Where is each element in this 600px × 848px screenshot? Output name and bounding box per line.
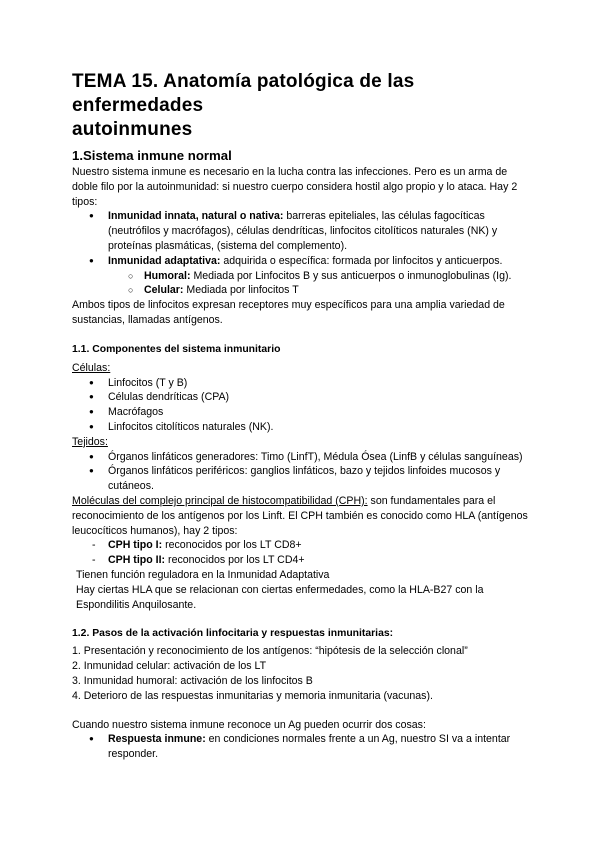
list-item: ● Inmunidad innata, natural o nativa: barreras epiteliales, las células fagocíticas (neutrófilos y macrófagos), células dendríticas, linfocitos citolíticos naturales (NK) y proteínas plasmáticas, (sistema del complemento).	[72, 209, 534, 253]
section-1-intro: Nuestro sistema inmune es necesario en la lucha contra las infecciones. Pero es un arma de doble filo por la autoinmunidad: si nuestro cuerpo considera hostil algo propio y lo ataca. Hay 2 tipos:	[72, 166, 518, 208]
immunity-types-list	[72, 209, 534, 298]
list-item: ● Linfocitos citolíticos naturales (NK).	[72, 420, 534, 435]
mhc-paragraph: Moléculas del complejo principal de histocompatibilidad (CPH): son fundamentales para el reconocimiento de los antígenos por los Linft. El CPH también es conocido como HLA (antígenos leucocíticos humanos), hay 2 tipos:	[72, 494, 528, 537]
section-1-1-heading: 1.1. Componentes del sistema inmunitario	[72, 343, 281, 355]
list-item: 2. Inmunidad celular: activación de los LT	[72, 660, 267, 673]
list-item: 3. Inmunidad humoral: activación de los linfocitos B	[72, 674, 313, 687]
tissues-list	[72, 450, 534, 494]
cph-list	[72, 538, 534, 568]
cph-note-2: Hay ciertas HLA que se relacionan con ciertas enfermedades, como la HLA-B27 con la Espondilitis Anquilosante.	[76, 583, 484, 611]
title-line-2: autoinmunes	[72, 119, 193, 140]
list-item: ● Órganos linfáticos periféricos: ganglios linfáticos, bazo y tejidos linfoides mucosos y cutáneos.	[72, 464, 534, 494]
cells-label: Células:	[72, 361, 111, 374]
list-item: - CPH tipo II: reconocidos por los LT CD4+	[72, 553, 534, 568]
response-lead: Cuando nuestro sistema inmune reconoce un Ag pueden ocurrir dos cosas:	[72, 718, 426, 731]
cph-note-1: Tienen función reguladora en la Inmunidad Adaptativa	[76, 568, 330, 581]
response-list	[72, 732, 534, 762]
section-1-2-heading: 1.2. Pasos de la activación linfocitaria y respuestas inmunitarias:	[72, 628, 394, 640]
document-page	[72, 70, 534, 762]
cells-list	[72, 376, 534, 435]
document-title	[72, 70, 534, 142]
steps-list	[72, 644, 534, 703]
section-1-heading: 1.Sistema inmune normal	[72, 148, 232, 163]
list-item: ● Respuesta inmune: en condiciones normales frente a un Ag, nuestro SI va a intentar responder.	[72, 732, 534, 762]
list-item: ○ Humoral: Mediada por Linfocitos B y sus anticuerpos o inmunoglobulinas (Ig).	[72, 269, 534, 284]
section-1-closing: Ambos tipos de linfocitos expresan receptores muy específicos para una amplia variedad de sustancias, llamadas antígenos.	[72, 299, 505, 326]
list-item: ● Inmunidad adaptativa: adquirida o específica: formada por linfocitos y anticuerpos.	[72, 254, 534, 269]
list-item: ● Órganos linfáticos generadores: Timo (LinfT), Médula Ósea (LinfB y células sanguíneas)	[72, 450, 534, 465]
list-item: - CPH tipo I: reconocidos por los LT CD8+	[72, 538, 534, 553]
list-item: ● Linfocitos (T y B)	[72, 376, 534, 391]
list-item: 1. Presentación y reconocimiento de los antígenos: “hipótesis de la selección clonal”	[72, 645, 468, 658]
list-item: 4. Deterioro de las respuestas inmunitarias y memoria inmunitaria (vacunas).	[72, 689, 433, 702]
list-item: ● Macrófagos	[72, 405, 534, 420]
tissues-label: Tejidos:	[72, 435, 108, 448]
list-item: ○ Celular: Mediada por linfocitos T	[72, 283, 534, 298]
title-line-1: TEMA 15. Anatomía patológica de las enfermedades	[72, 71, 415, 116]
list-item: ● Células dendríticas (CPA)	[72, 390, 534, 405]
